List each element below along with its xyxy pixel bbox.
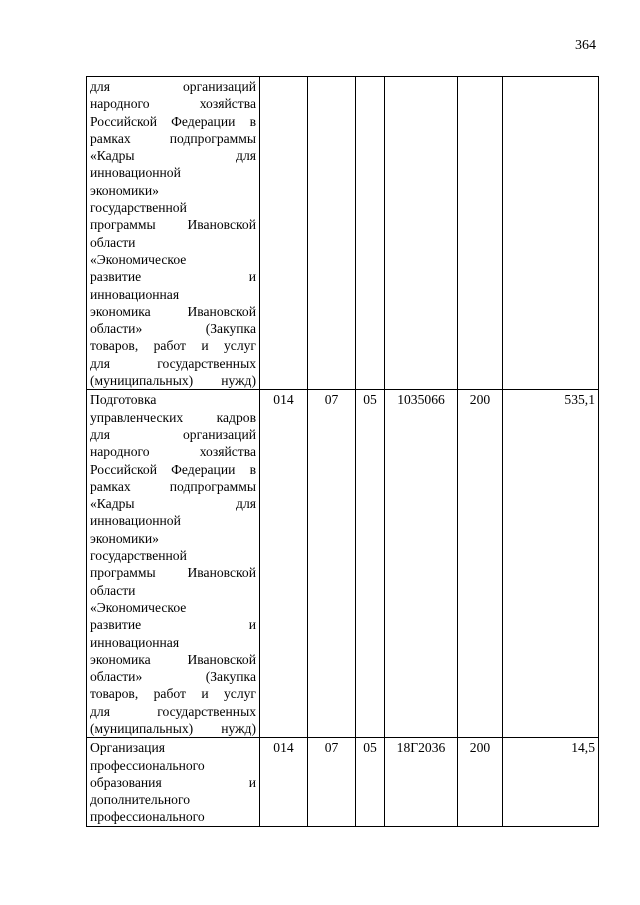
expense-name-line: области» (Закупка [90, 669, 256, 685]
expense-name-line: инновационной [90, 165, 181, 181]
target-article-cell: 18Г2036 [385, 738, 458, 826]
expense-type-cell: 200 [458, 738, 503, 826]
table-row [87, 77, 599, 390]
expense-name-line: области» (Закупка [90, 321, 256, 337]
expense-name-line: Российской Федерации в [90, 113, 256, 129]
expense-name-line: инновационная [90, 634, 180, 650]
expense-name-line: программы Ивановской [90, 217, 256, 233]
expense-name-line: области [90, 582, 136, 598]
expense-name-line: Подготовка [90, 392, 157, 408]
expense-name-line: (муниципальных) нужд) [90, 373, 256, 389]
expense-name-line: профессионального [90, 757, 205, 773]
expense-name-cell [87, 77, 260, 390]
expense-name-line: области [90, 234, 136, 250]
expense-name-line: Российской Федерации в [90, 461, 256, 477]
table-body [87, 77, 599, 827]
section-code-cell: 07 [308, 738, 356, 826]
expense-name-line: инновационная [90, 286, 180, 302]
ministry-code-cell [260, 77, 308, 390]
expense-name-line: рамках подпрограммы [90, 130, 256, 146]
expense-name-line: (муниципальных) нужд) [90, 720, 256, 736]
expense-name-cell [87, 390, 260, 738]
expense-name-line: «Экономическое [90, 599, 187, 615]
expense-name-line: профессионального [90, 809, 205, 825]
expense-name-line: «Экономическое [90, 251, 187, 267]
page-number: 364 [575, 38, 596, 53]
expense-name-line: образования и [90, 774, 256, 790]
expense-name-line: дополнительного [90, 792, 191, 808]
expense-name-line: государственной [90, 200, 187, 216]
table-row [87, 738, 599, 826]
expense-name-line: «Кадры для [90, 496, 256, 512]
table-row [87, 390, 599, 738]
expense-name-line: управленческих кадров [90, 409, 256, 425]
expense-name-line: программы Ивановской [90, 565, 256, 581]
expense-name-line: экономики» [90, 182, 159, 198]
target-article-cell: 1035066 [385, 390, 458, 738]
expense-name-line: народного хозяйства [90, 444, 256, 460]
section-code-cell [308, 77, 356, 390]
budget-table [86, 76, 599, 827]
subsection-code-cell: 05 [356, 390, 385, 738]
expense-name-line: для государственных [90, 355, 256, 371]
subsection-code-cell [356, 77, 385, 390]
amount-cell: 535,1 [503, 390, 599, 738]
expense-name-line: экономики» [90, 530, 159, 546]
expense-name-line: «Кадры для [90, 148, 256, 164]
section-code-cell: 07 [308, 390, 356, 738]
subsection-code-cell: 05 [356, 738, 385, 826]
expense-name-line: государственной [90, 548, 187, 564]
expense-name-line: инновационной [90, 513, 181, 529]
expense-name-line: товаров, работ и услуг [90, 338, 256, 354]
expense-type-cell [458, 77, 503, 390]
amount-cell: 14,5 [503, 738, 599, 826]
expense-name-line: для государственных [90, 703, 256, 719]
expense-name-cell [87, 738, 260, 826]
expense-name-line: развитие и [90, 617, 256, 633]
expense-name-line: экономика Ивановской [90, 651, 256, 667]
ministry-code-cell: 014 [260, 738, 308, 826]
expense-name-line: рамках подпрограммы [90, 478, 256, 494]
expense-name-line: народного хозяйства [90, 96, 256, 112]
expense-type-cell: 200 [458, 390, 503, 738]
expense-name-line: развитие и [90, 269, 256, 285]
amount-cell [503, 77, 599, 390]
ministry-code-cell: 014 [260, 390, 308, 738]
expense-name-line: для организаций [90, 79, 256, 94]
expense-name-line: экономика Ивановской [90, 303, 256, 319]
expense-name-line: товаров, работ и услуг [90, 686, 256, 702]
expense-name-line: для организаций [90, 426, 256, 442]
expense-name-line: Организация [90, 740, 165, 756]
target-article-cell [385, 77, 458, 390]
